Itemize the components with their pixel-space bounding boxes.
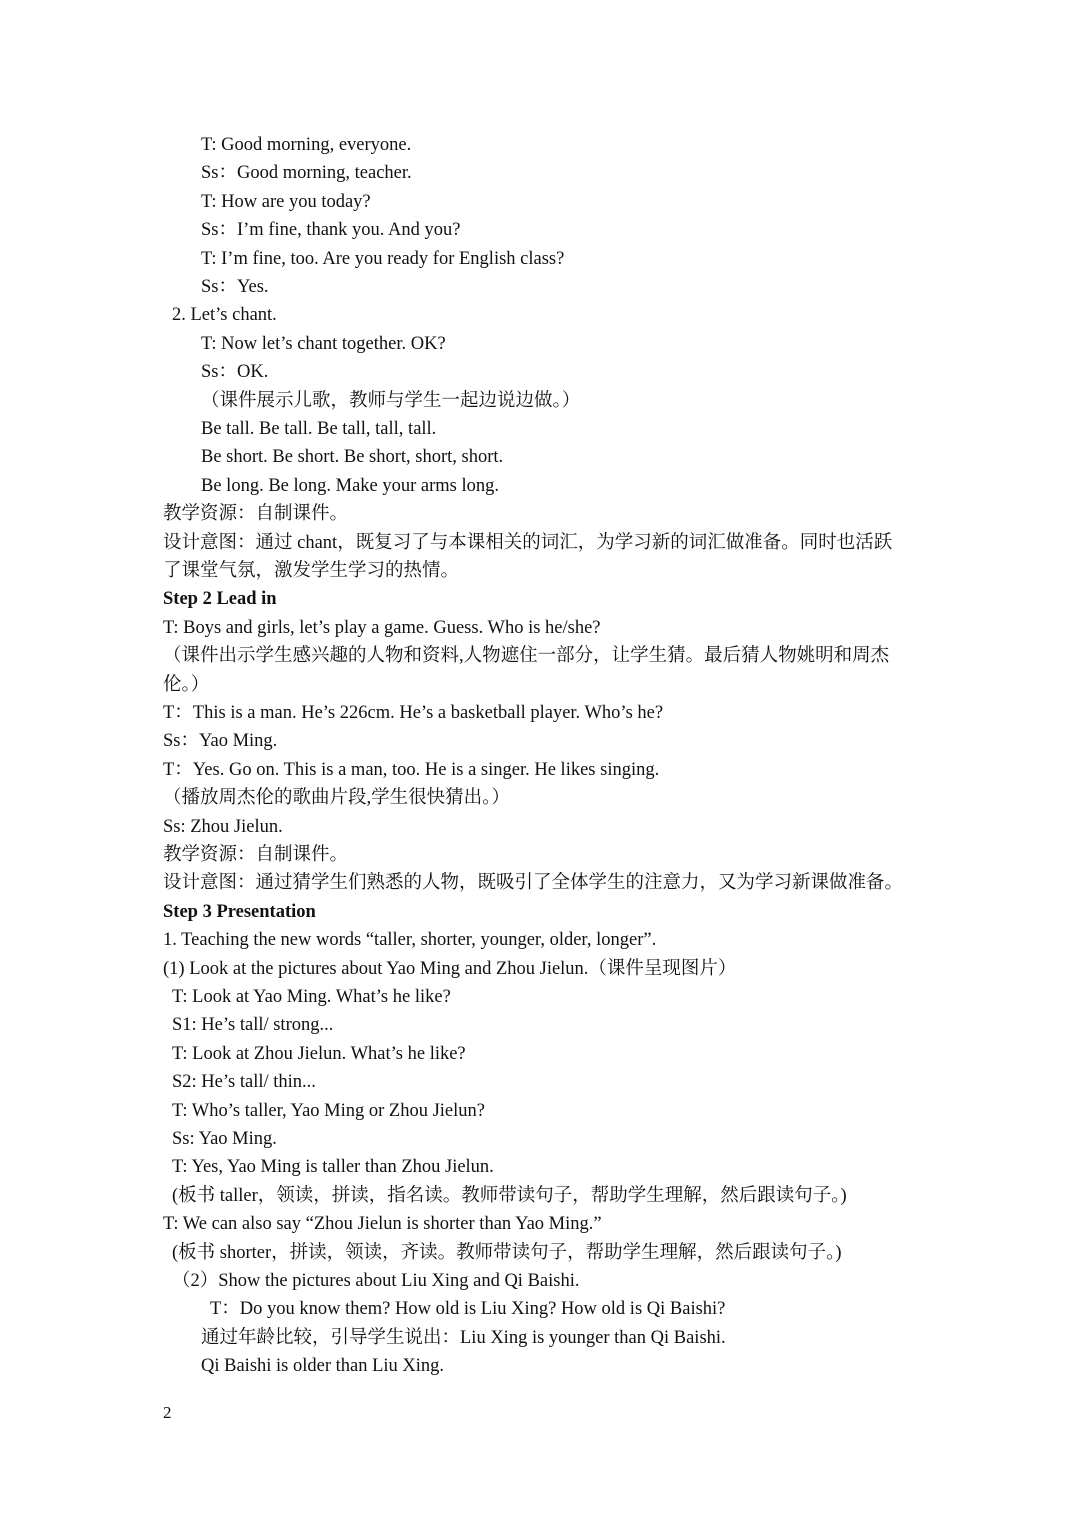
text-line: （课件展示儿歌，教师与学生一起边说边做。） xyxy=(201,390,581,411)
text-line: 教学资源：自制课件。 xyxy=(163,504,349,525)
text-line: S1: He’s tall/ strong... xyxy=(172,1015,334,1036)
text-line: T: Boys and girls, let’s play a game. Guess. Who is he/she? xyxy=(163,617,601,638)
text-line: T: Yes, Yao Ming is taller than Zhou Jielun. xyxy=(172,1157,494,1178)
text-line: Qi Baishi is older than Liu Xing. xyxy=(201,1356,445,1377)
text-line: 设计意图：通过 chant，既复习了与本课相关的词汇，为学习新的词汇做准备。同时也活跃 xyxy=(163,532,893,553)
text-line: S2: He’s tall/ thin... xyxy=(172,1072,316,1093)
page-number: 2 xyxy=(163,1403,172,1422)
text-line: T: How are you today? xyxy=(201,191,371,212)
text-line: Be long. Be long. Make your arms long. xyxy=(201,475,500,496)
text-line: Ss: Zhou Jielun. xyxy=(163,816,283,837)
text-line: Be short. Be short. Be short, short, short. xyxy=(201,447,504,468)
text-line: T: Look at Yao Ming. What’s he like? xyxy=(172,987,451,1007)
text-line: Ss：I’m fine, thank you. And you? xyxy=(201,220,461,241)
text-line: (板书 shorter，拼读，领读，齐读。教师带读句子，帮助学生理解，然后跟读句子。) xyxy=(172,1242,842,1263)
text-line: Ss：Yao Ming. xyxy=(163,731,278,752)
text-line: 教学资源：自制课件。 xyxy=(163,845,349,865)
text-line: （课件出示学生感兴趣的人物和资料,人物遮住一部分，让学生猜。最后猜人物姚明和周杰 xyxy=(163,646,890,667)
text-line: 了课堂气氛，激发学生学习的热情。 xyxy=(163,561,460,581)
text-line: 2. Let’s chant. xyxy=(172,305,277,326)
text-line: T：Do you know them? How old is Liu Xing? How old is Qi Baishi? xyxy=(210,1299,726,1320)
text-line: (1) Look at the pictures about Yao Ming and Zhou Jielun.（课件呈现图片） xyxy=(163,958,737,979)
text-line: T: Look at Zhou Jielun. What’s he like? xyxy=(172,1043,466,1064)
text-line: （播放周杰伦的歌曲片段,学生很快猜出。） xyxy=(163,788,510,809)
text-line: Ss：OK. xyxy=(201,362,269,383)
text-line: T: Now let’s chant together. OK? xyxy=(201,333,446,354)
text-line: (板书 taller，领读，拼读，指名读。教师带读句子，帮助学生理解，然后跟读句子。) xyxy=(172,1185,847,1206)
text-line: 设计意图：通过猜学生们熟悉的人物，既吸引了全体学生的注意力，又为学习新课做准备。 xyxy=(163,873,904,894)
text-line: （2）Show the pictures about Liu Xing and Qi Baishi. xyxy=(172,1271,580,1291)
text-line: 伦。） xyxy=(163,674,210,695)
text-line: T：Yes. Go on. This is a man, too. He is a singer. He likes singing. xyxy=(163,759,660,780)
text-line: T：This is a man. He’s 226cm. He’s a basketball player. Who’s he? xyxy=(163,703,664,723)
text-line: 通过年龄比较，引导学生说出：Liu Xing is younger than Qi Baishi. xyxy=(201,1327,726,1348)
text-line: T: We can also say “Zhou Jielun is shorter than Yao Ming.” xyxy=(163,1214,602,1235)
text-line: T: Who’s taller, Yao Ming or Zhou Jielun? xyxy=(172,1100,485,1121)
text-line: Ss：Good morning, teacher. xyxy=(201,163,412,184)
text-line: Ss：Yes. xyxy=(201,277,269,297)
text-line: Ss: Yao Ming. xyxy=(172,1129,277,1149)
section-heading: Step 2 Lead in xyxy=(163,589,277,610)
text-line: 1. Teaching the new words “taller, shorter, younger, older, longer”. xyxy=(163,930,657,951)
section-heading: Step 3 Presentation xyxy=(163,901,316,922)
text-line: T: I’m fine, too. Are you ready for English class? xyxy=(201,248,565,269)
text-line: T: Good morning, everyone. xyxy=(201,135,412,155)
text-line: Be tall. Be tall. Be tall, tall, tall. xyxy=(201,419,437,439)
